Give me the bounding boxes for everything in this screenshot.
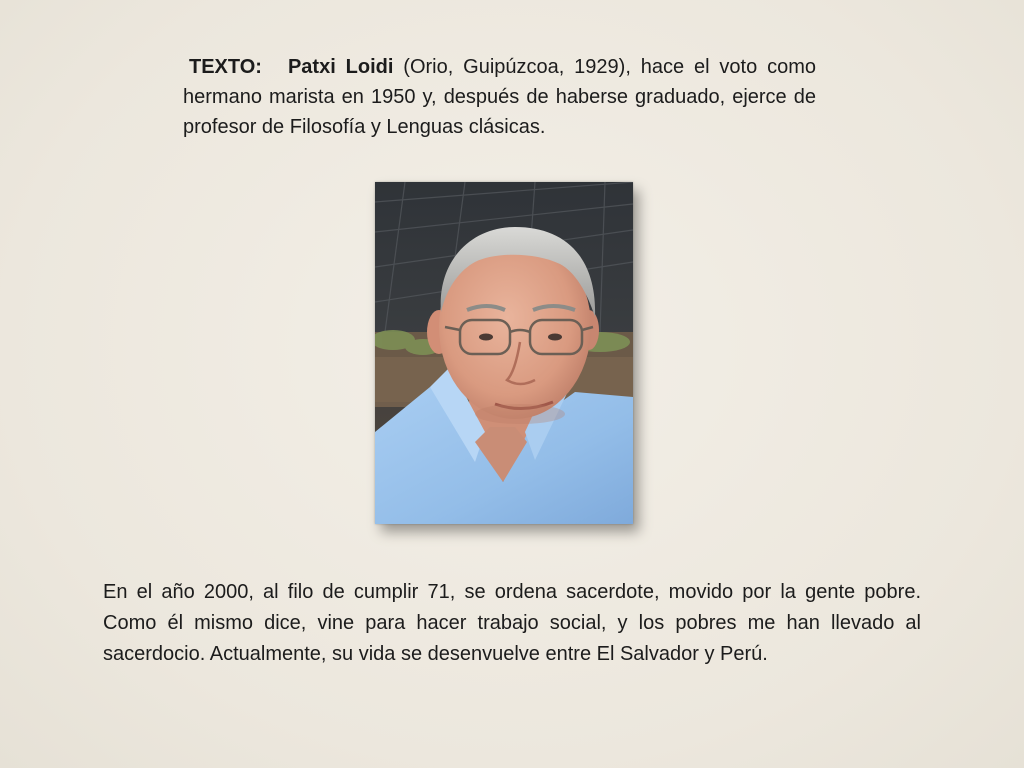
portrait-photo xyxy=(375,182,633,524)
intro-label: TEXTO: xyxy=(189,56,262,78)
portrait-illustration xyxy=(375,182,633,524)
person-name: Patxi Loidi xyxy=(287,56,394,78)
body-paragraph: En el año 2000, al filo de cumplir 71, se ordena sacerdote, movido por la gente pobre. Como él mismo dice, vine para hacer trabajo social, y los pobres me han llevado al sacerdocio. Actualmente, su vida se desenvuelve entre El Salvador y Perú. xyxy=(103,581,921,665)
intro-paragraph xyxy=(183,52,816,142)
intro-text: (Orio, Guipúzcoa, 1929), hace el voto como hermano marista en 1950 y, después de haberse graduado, ejerce de profesor de Filosofía y Lenguas clásicas. xyxy=(183,56,816,138)
